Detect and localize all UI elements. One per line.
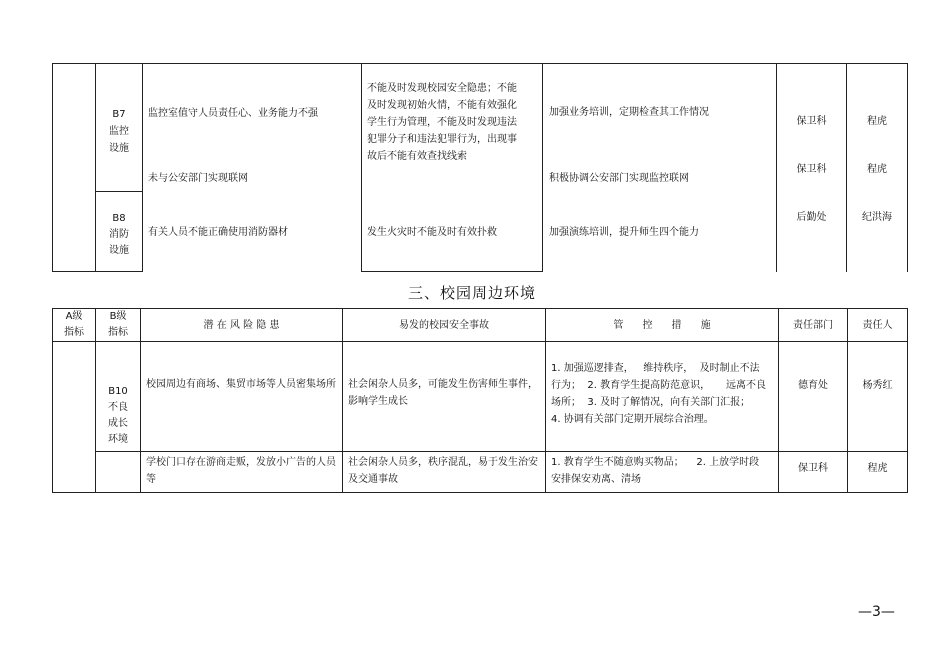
b7-name-line1: 监控 xyxy=(109,126,129,137)
b7-measure-2: 积极协调公安部门实现监控联网 xyxy=(549,173,689,184)
b7-b8-divider xyxy=(95,191,142,192)
row1-person: 杨秀红 xyxy=(862,380,893,391)
bt-col-measure xyxy=(545,308,546,493)
person-2: 程虎 xyxy=(867,164,887,175)
header-accident: 易发的校园安全事故 xyxy=(399,320,489,331)
b8-name-line1: 消防 xyxy=(109,229,129,240)
row1-accident: 社会闲杂人员多，可能发生伤害师生事件，影响学生成长 xyxy=(348,379,538,407)
header-a-level-1: A级 xyxy=(65,311,83,322)
row1-risk: 校园周边有商场、集贸市场等人员密集场所 xyxy=(146,379,336,390)
header-measure: 管 控 措 施 xyxy=(613,320,711,331)
b7-measure-1: 加强业务培训，定期检查其工作情况 xyxy=(549,107,709,118)
section-title: 三、校园周边环境 xyxy=(408,284,537,302)
dept-2: 保卫科 xyxy=(796,164,827,175)
header-b-level-1: B级 xyxy=(109,311,127,322)
bottom-border-accident xyxy=(361,271,543,272)
person-1: 程虎 xyxy=(867,116,887,127)
row1-measure-line4: 4. 协调有关部门定期开展综合治理。 xyxy=(551,414,714,425)
row2-measure-line2: 安排保安劝离、清场 xyxy=(551,474,641,485)
col-line-a xyxy=(52,63,53,272)
row1-measure-line1: 1. 加强巡逻排查， 维持秩序， 及时制止不法 xyxy=(551,363,760,374)
b7-code: B7 xyxy=(112,109,126,120)
col-line-right xyxy=(907,63,908,272)
col-line-accident-left xyxy=(361,63,362,272)
header-person: 责任人 xyxy=(862,320,893,331)
header-a-level-2: 指标 xyxy=(64,327,84,338)
b7-risk-1: 监控室值守人员责任心、业务能力不强 xyxy=(148,108,318,119)
row2-person: 程虎 xyxy=(867,463,888,474)
b10-name-line2: 成长 xyxy=(108,418,128,429)
row2-measure-line1: 1. 教育学生不随意购买物品； 2. 上放学时段 xyxy=(551,457,760,468)
row2-dept: 保卫科 xyxy=(798,463,828,474)
b7-risk-2: 未与公安部门实现联网 xyxy=(148,173,248,184)
dept-3: 后勤处 xyxy=(796,212,827,223)
b8-measure: 加强演练培训，提升师生四个能力 xyxy=(549,227,699,238)
b7-name-line2: 设施 xyxy=(109,143,129,154)
person-3: 纪洪海 xyxy=(862,212,892,223)
col-line-risk xyxy=(142,63,143,272)
b8-code: B8 xyxy=(112,213,126,224)
page-number: —3— xyxy=(858,604,895,620)
header-dept: 责任部门 xyxy=(793,320,833,331)
bt-col-risk xyxy=(140,308,141,493)
bottom-border-left xyxy=(52,271,143,272)
b7-accident: 不能及时发现校园安全隐患；不能及时发现初始火情，不能有效强化学生行为管理，不能及时发现违法犯罪分子和违法犯罪行为，出现事故后不能有效查找线索 xyxy=(367,83,517,162)
b8-accident: 发生火灾时不能及时有效扑救 xyxy=(367,227,497,238)
b8-name-line2: 设施 xyxy=(109,245,129,256)
bt-col-right xyxy=(907,308,908,493)
row1-measure-line3: 场所； 3. 及时了解情况，向有关部门汇报； xyxy=(551,397,751,408)
bt-col-accident xyxy=(342,308,343,493)
col-line-accident-right xyxy=(542,63,543,272)
row1-measure-line2: 行为； 2. 教育学生提高防范意识， 远离不良 xyxy=(551,380,766,391)
dept-1: 保卫科 xyxy=(796,116,827,127)
row2-accident: 社会闲杂人员多，秩序混乱，易于发生治安及交通事故 xyxy=(348,457,538,485)
row1-dept: 德育处 xyxy=(798,380,828,391)
b8-risk: 有关人员不能正确使用消防器材 xyxy=(148,227,288,238)
header-risk: 潜 在 风 险 隐 患 xyxy=(203,320,280,331)
bt-row-divider xyxy=(95,451,907,452)
top-border xyxy=(52,63,907,64)
b10-code: B10 xyxy=(108,386,128,397)
b10-name-line3: 环境 xyxy=(108,434,128,445)
row2-risk: 学校门口存在游商走贩，发放小广告的人员等 xyxy=(146,457,336,485)
header-b-level-2: 指标 xyxy=(108,327,128,338)
b10-name-line1: 不良 xyxy=(108,402,128,413)
